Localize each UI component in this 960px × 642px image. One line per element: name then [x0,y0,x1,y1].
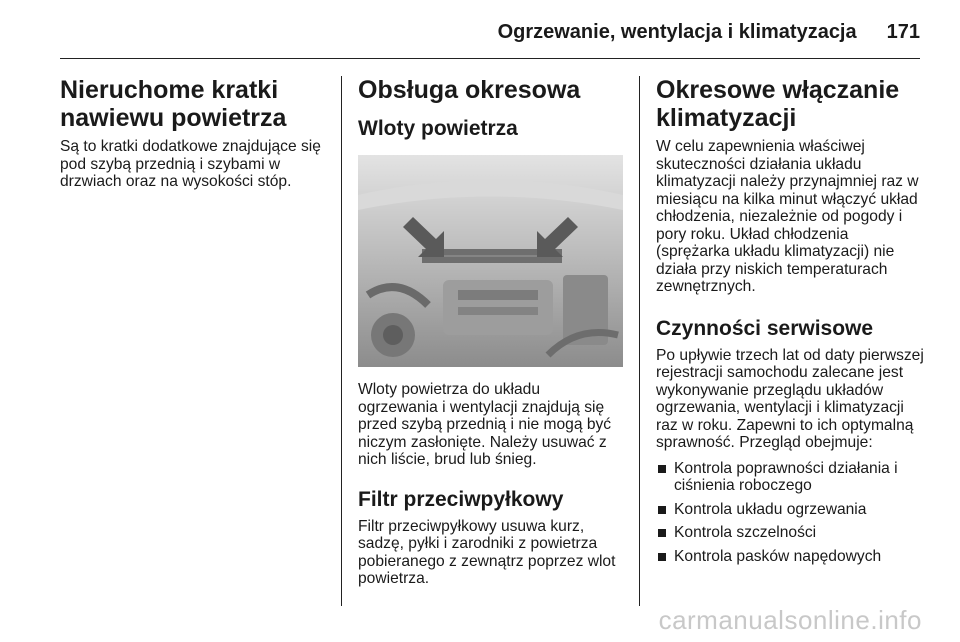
column-middle [358,76,623,588]
bullet-square-icon [658,529,666,537]
page-header [60,14,920,50]
section-title-fixed-vents: Nieruchome kratki nawiewu powietrza [60,76,287,132]
section-title-service: Czynności serwisowe [656,316,874,340]
header-divider [60,58,920,59]
page-number: 171 [886,20,920,43]
bullet-square-icon [658,553,666,561]
periodic-ac-body: W celu zapewnienia właściwej skuteczności działania układu klimatyzacji należy przynajmniej raz w miesiącu na kilka minut włączyć układ chłodzenia, niezależnie od pogody i pory roku. Układ chłodzenia (sprężarka układu klimatyzacji) nie działa przy niskich temperaturach zewnętrznych. [656,138,919,295]
chapter-title: Ogrzewanie, wentylacja i klimatyzacja [497,20,857,43]
section-title-pollen-filter: Filtr przeciwpyłkowy [358,487,564,511]
list-item: Kontrola poprawności działania i ciśnienia roboczego [656,460,924,495]
pollen-filter-body: Filtr przeciwpyłkowy usuwa kurz, sadzę, pyłki i zarodniki z powietrza pobieranego z zewnątrz poprzez wlot powietrza. [358,517,616,587]
list-item: Kontrola pasków napędowych [656,548,924,566]
column-divider-1 [341,76,342,606]
section-title-maintenance: Obsługa okresowa [358,76,581,104]
service-checklist [656,460,924,566]
bullet-square-icon [658,465,666,473]
subtitle-air-inlets: Wloty powietrza [358,117,518,140]
watermark: carmanualsonline.info [658,605,922,635]
bullet-square-icon [658,506,666,514]
column-left [60,76,330,191]
engine-bay-photo [358,155,623,367]
air-inlets-body: Wloty powietrza do układu ogrzewania i wentylacji znajdują się przed szybą przednią i nie mogą być niczym zasłonięte. Należy usuwać z nich liście, brud lub śnieg. [358,381,612,468]
column-divider-2 [639,76,640,606]
fixed-vents-body: Są to kratki dodatkowe znajdujące się pod szybą przednią i szybami w drzwiach oraz na wysokości stóp. [60,138,321,190]
section-title-periodic-ac: Okresowe włączanie klimatyzacji [656,76,900,132]
service-body: Po upływie trzech lat od daty pierwszej rejestracji samochodu zalecane jest wykonywanie przeglądu układów ogrzewania, wentylacji i klimatyzacji raz w roku. Zapewni to ich optymalną sprawność. Przegląd obejmuje: [656,346,924,451]
list-item: Kontrola szczelności [656,524,924,542]
column-right [656,76,924,571]
list-item: Kontrola układu ogrzewania [656,501,924,519]
